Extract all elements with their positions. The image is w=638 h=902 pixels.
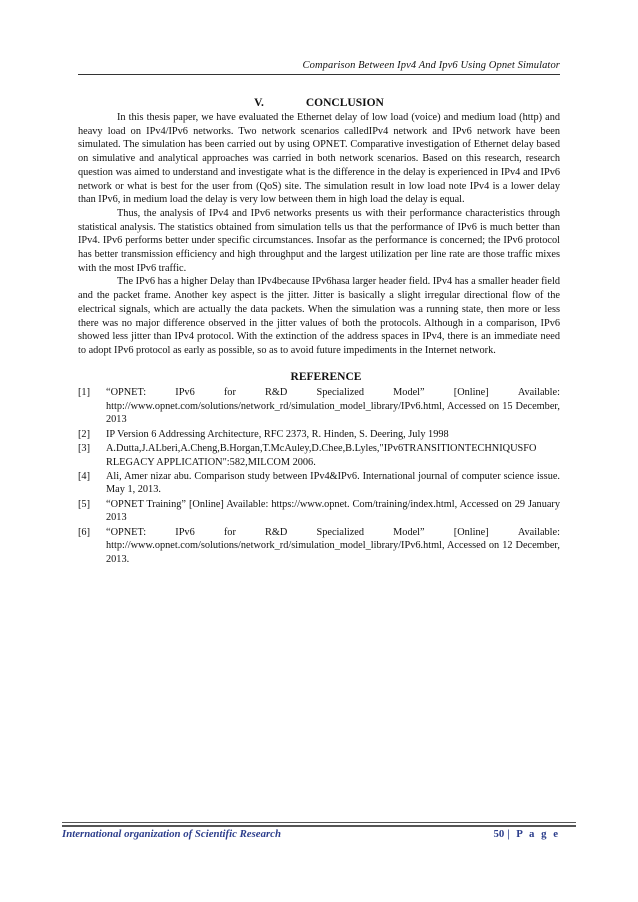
reference-number: [1] xyxy=(78,387,91,398)
reference-text: Ali, Amer nizar abu. Comparison study between IPv4&IPv6. International journal of computer science issue. May 1, 2013. xyxy=(106,470,560,496)
section-heading xyxy=(0,97,638,109)
reference-number: [4] xyxy=(78,470,91,482)
reference-text: http://www.opnet.com/solutions/network_rd/simulation_model_library/IPv6.html, Accessed on 12 December, 2013. xyxy=(106,540,560,565)
section-title: CONCLUSION xyxy=(305,97,384,109)
reference-first-line: “OPNET: IPv6 for R&D Specialized Model” [Online] Available: xyxy=(106,526,560,538)
reference-number: [6] xyxy=(78,526,91,538)
reference-text: IP Version 6 Addressing Architecture, RFC 2373, R. Hinden, S. Deering, July 1998 xyxy=(106,428,449,440)
reference-item xyxy=(78,498,560,525)
footer-rule xyxy=(62,822,576,823)
page-number: 50 xyxy=(493,828,505,840)
footer-rule-thick xyxy=(62,825,576,827)
reference-first-line: “OPNET: IPv6 for R&D Specialized Model” [Online] Available: xyxy=(106,387,560,398)
reference-item xyxy=(78,428,560,442)
reference-item xyxy=(78,470,560,497)
paragraph: The IPv6 has a higher Delay than IPv4because IPv6hasa larger header field. IPv4 has a smaller header field and the packet frame. Another key aspect is the jitter. Jitter is basically a slight irregular directional flow of the electrical signals, which are actually the data packets. When the simulation was a running state, then more or less there was no major difference observed in the jitter values of both the protocols. Although in a comparison, IPv6 showed less jitter than IPv4 protocol. With the extinction of the address spaces in IPv4, there is an immediate need to adopt IPv6 protocol as early as possible, so as to avoid future impediments in the Internet network. xyxy=(78,276,560,356)
reference-item xyxy=(78,526,560,567)
references-heading: REFERENCE xyxy=(290,371,362,383)
reference-number: [2] xyxy=(78,428,91,440)
paragraph: In this thesis paper, we have evaluated the Ethernet delay of low load (voice) and medium load (http) and heavy load on IPv4/IPv6 networks. Two network scenarios calledIPv4 network and IPv6 network have been simulated. The simulation has been carried out by using OPNET. Comparative investigation of Ethernet delay based on simulative and analytical approaches was carried in both network scenarios. Based on this research, research question was aimed to understand and investigate what is the difference in the delay is experienced in IPv4 and IPv6 network or what is best for the user from (QoS) site. The simulation result in low load note IPv4 is a lower delay than IPv6, in medium load the delay is very low between them in high load the delay is equal. xyxy=(78,112,560,206)
reference-text: http://www.opnet.com/solutions/network_rd/simulation_model_library/IPv6.html, Accessed on 15 December, 2013 xyxy=(106,400,560,426)
reference-number: [3] xyxy=(78,442,91,454)
reference-text: A.Dutta,J.ALberi,A.Cheng,B.Horgan,T.McAuley,D.Chee,B.Lyles,"IPv6TRANSITIONTECHNIQUSFO RLEGACY APPLICATION":582,MILCOM 2006. xyxy=(106,442,537,468)
conclusion-body xyxy=(78,111,560,358)
reference-item xyxy=(78,386,560,427)
header-rule xyxy=(78,74,560,75)
section-number: V. xyxy=(254,97,264,109)
footer-page-number xyxy=(493,828,560,840)
page-label: | P a g e xyxy=(507,828,560,840)
footer-journal-name: International organization of Scientific Research xyxy=(62,828,281,840)
running-header: Comparison Between Ipv4 And Ipv6 Using Opnet Simulator xyxy=(302,60,560,71)
reference-number: [5] xyxy=(78,498,91,510)
reference-item xyxy=(78,442,560,469)
paragraph: Thus, the analysis of IPv4 and IPv6 networks presents us with their performance characteristics through statistical analysis. The statistics obtained from simulation tells us that the performance of IPv6 is much better than IPv4. IPv6 performs better under specific circumstances. Insofar as the performance is concerned; the IPv6 protocol has better transmission efficiency and high throughput and the largest utilization per line rate are those traffic mixes with the most IPv6 traffic. xyxy=(78,207,560,274)
reference-list xyxy=(78,386,560,567)
reference-text: “OPNET Training” [Online] Available: https://www.opnet. Com/training/index.html, Accessed on 29 January 2013 xyxy=(106,498,560,524)
